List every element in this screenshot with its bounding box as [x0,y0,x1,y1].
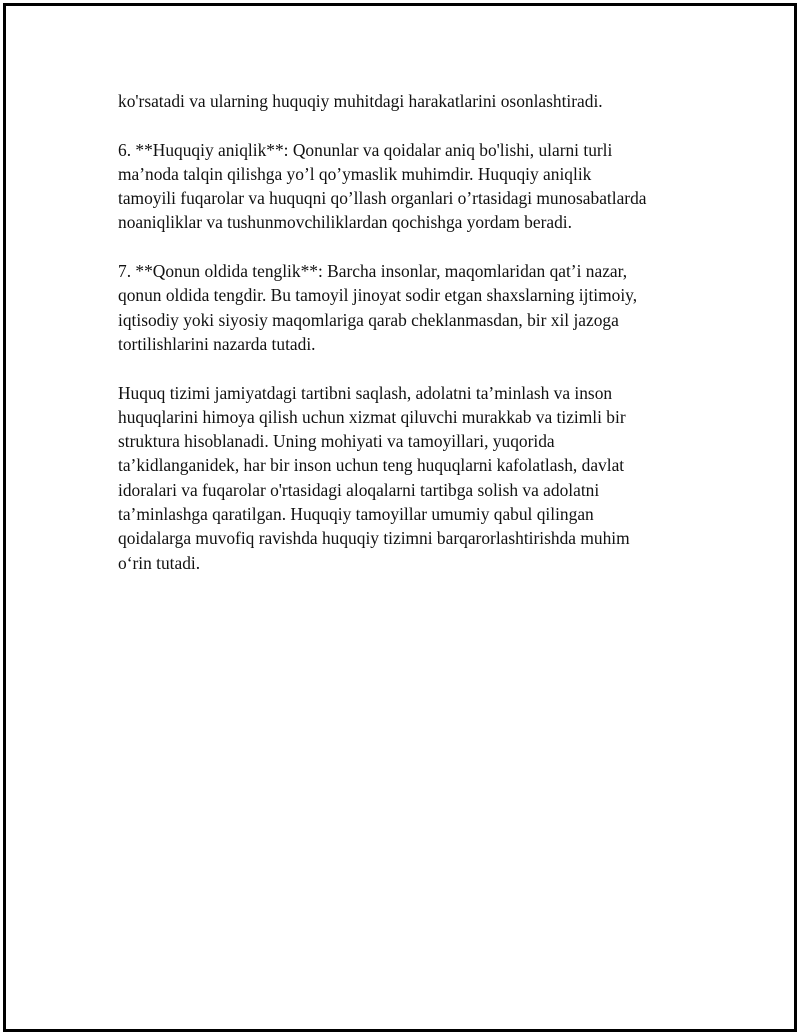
text-line: tamoyili fuqarolar va huquqni qo’llash organlari o’rtasidagi munosabatlarda [118,188,647,209]
text-line: huquqlarini himoya qilish uchun xizmat qiluvchi murakkab va tizimli bir [118,406,626,427]
text-line: 7. **Qonun oldida tenglik**: Barcha insonlar, maqomlaridan qat’i nazar, [118,261,628,282]
text-line: tortilishlarini nazarda tutadi. [118,333,316,354]
text-line: ma’noda talqin qilishga yo’l qo’ymaslik muhimdir. Huquqiy aniqlik [118,163,592,184]
paragraph-legal-certainty [118,138,684,235]
text-line: struktura hisoblanadi. Uning mohiyati va tamoyillari, yuqorida [118,431,555,452]
text-line: qonun oldida tengdir. Bu tamoyil jinoyat sodir etgan shaxslarning ijtimoiy, [118,285,638,306]
document-body [118,89,684,599]
text-line: o‘rin tutadi. [118,552,201,573]
paragraph-equality-before-law [118,259,684,356]
text-line: ta’kidlanganidek, har bir inson uchun teng huquqlarni kafolatlash, davlat [118,455,625,476]
text-line: ko'rsatadi va ularning huquqiy muhitdagi harakatlarini osonlashtiradi. [118,91,603,111]
text-line: noaniqliklar va tushunmovchiliklardan qochishga yordam beradi. [118,212,572,233]
text-line: iqtisodiy yoki siyosiy maqomlariga qarab cheklanmasdan, bir xil jazoga [118,309,619,330]
text-line: Huquq tizimi jamiyatdagi tartibni saqlash, adolatni ta’minlash va inson [118,382,613,403]
text-line: 6. **Huquqiy aniqlik**: Qonunlar va qoidalar aniq bo'lishi, ularni turli [118,139,613,160]
text-line: qoidalarga muvofiq ravishda huquqiy tizimni barqarorlashtirishda muhim [118,528,630,549]
paragraph-continuation [118,89,684,113]
text-line: ta’minlashga qaratilgan. Huquqiy tamoyillar umumiy qabul qilingan [118,504,594,525]
text-line: idoralari va fuqarolar o'rtasidagi aloqalarni tartibga solish va adolatni [118,479,600,500]
paragraph-conclusion [118,381,684,575]
